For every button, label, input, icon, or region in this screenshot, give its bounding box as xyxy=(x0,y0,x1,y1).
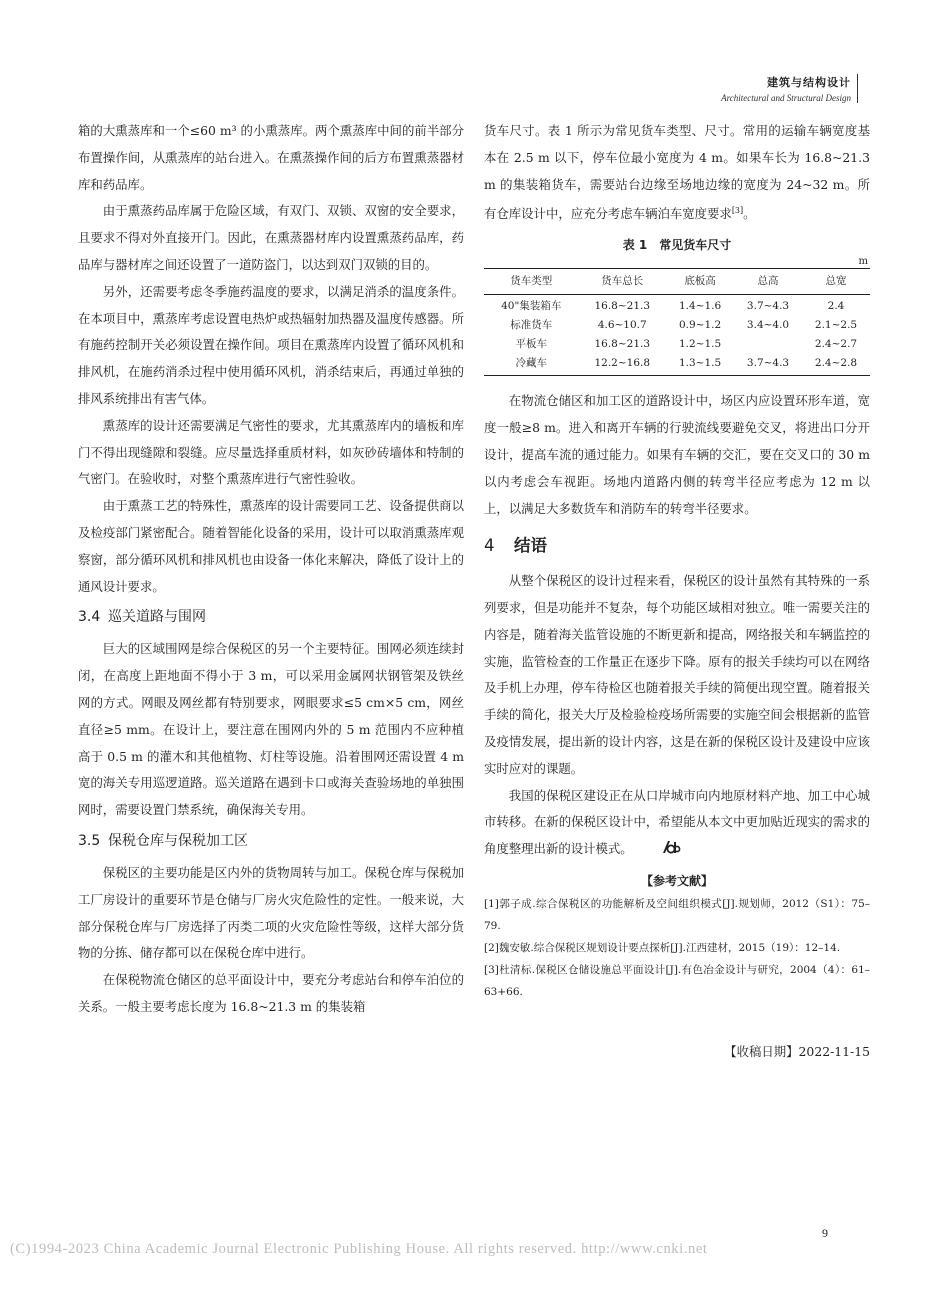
page-number: 9 xyxy=(822,1226,828,1240)
left-column xyxy=(78,118,464,1021)
table-row xyxy=(484,316,870,335)
paragraph-end: 。 xyxy=(743,206,756,222)
journal-title-cn: 建筑与结构设计 xyxy=(767,76,851,89)
received-label: 【收稿日期】 xyxy=(724,1044,799,1060)
table-row xyxy=(484,335,870,354)
section-heading-4 xyxy=(484,532,870,560)
table-header-cell: 底板高 xyxy=(666,269,734,295)
citation: [3] xyxy=(731,206,744,216)
copyright-footer: (C)1994-2023 China Academic Journal Electronic Publishing House. All rights reserved. http://www.cnki.net xyxy=(10,1241,708,1257)
section-heading-3-4 xyxy=(78,604,464,630)
paragraph xyxy=(484,118,870,228)
paragraph: 在物流仓储区和加工区的道路设计中，场区内应设置环形车道，宽度一般≥8 m。进入和离开车辆的行驶流线要避免交叉，将进出口分开设计，提高车流的通过能力。如果有车辆的交汇，要在交叉口的 30 m 以内考虑会车视距。场地内道路内侧的转弯半径应考虑为 12 m 以上，以满足大多数货车和消防车的转弯半径要求。 xyxy=(484,393,870,516)
table-header-row xyxy=(484,269,870,295)
table-title: 表 1 常见货车尺寸 xyxy=(622,238,732,253)
paragraph: 巨大的区域围网是综合保税区的另一个主要特征。围网必须连续封闭，在高度上距地面不得小于 3 m，可以采用金属网状钢管架及铁丝网的方式。网眼及网丝都有特别要求，网眼要求≤5 cm×5 cm，网丝直径≥5 mm。在设计上，要注意在围网内外的 5 m 范围内不应种植高于 0.5 m 的灌木和其他植物、灯柱等设施。沿着围网还需设置 4 m 宽的海关专用巡逻道路。巡关道路在遇到卡口或海关查验场地的单独围网时，需要设置门禁系统，确保海关专用。 xyxy=(78,641,464,818)
table-cell: 1.2~1.5 xyxy=(678,338,722,351)
received-date-line xyxy=(484,1039,870,1066)
section-heading-3-5 xyxy=(78,828,464,854)
section-number: 3.4 xyxy=(78,609,101,626)
right-column xyxy=(484,118,870,1066)
section-number: 3.5 xyxy=(78,832,101,849)
table-cell: 3.4~4.0 xyxy=(746,319,790,332)
table-unit: m xyxy=(858,256,868,268)
table-cell: 40"集装箱车 xyxy=(501,300,562,313)
table-cell xyxy=(734,335,802,354)
paragraph-text: 货车尺寸。表 1 所示为常见货车类型、尺寸。常用的运输车辆宽度基本在 2.5 m 以下，停车位最小宽度为 4 m。如果车长为 16.8~21.3 m 的集装箱货车，需要站台边缘至场地边缘的宽度为 24~32 m。所有仓库设计中，应充分考虑车辆泊车宽度要求 xyxy=(484,123,870,222)
table-cell: 2.4~2.8 xyxy=(814,357,858,370)
table-row xyxy=(484,295,870,317)
references-title: 【参考文献】 xyxy=(640,874,713,889)
paragraph: 熏蒸库的设计还需要满足气密性的要求，尤其熏蒸库内的墙板和库门不得出现缝隙和裂缝。应尽量选择重质材料，如灰砂砖墙体和特制的气密门。在验收时，对整个熏蒸库进行气密性验收。 xyxy=(78,417,464,487)
table-cell: 2.4 xyxy=(827,300,845,313)
table-header-cell: 货车总长 xyxy=(578,269,666,295)
reference-item: [3]杜清标.保税区仓储设施总平面设计[J].有色冶金设计与研究，2004（4）：61–63+66. xyxy=(484,964,870,999)
paragraph xyxy=(484,783,870,865)
journal-title-en: Architectural and Structural Design xyxy=(721,93,851,103)
section-title: 巡关道路与围网 xyxy=(108,609,206,626)
truck-size-table xyxy=(484,268,870,376)
paragraph: 保税区的主要功能是区内外的货物周转与加工。保税仓库与保税加工厂房设计的重要环节是仓储与厂房火灾危险性的定性。一般来说，大部分保税仓库与厂房选择了丙类二项的火灾危险性等级，这样大部分货物的分拣、储存都可以在保税仓库中进行。 xyxy=(78,864,464,961)
table-cell: 标准货车 xyxy=(510,319,553,332)
table-cell: 2.1~2.5 xyxy=(814,319,858,332)
table-cell: 2.4~2.7 xyxy=(814,338,858,351)
paragraph: 箱的大熏蒸库和一个≤60 m³ 的小熏蒸库。两个熏蒸库中间的前半部分布置操作间，从熏蒸库的站台进入。在熏蒸操作间的后方布置熏蒸器材库和药品库。 xyxy=(78,123,464,192)
table-header-cell: 总宽 xyxy=(802,269,870,295)
section-number: 4 xyxy=(484,536,495,556)
paragraph: 由于熏蒸工艺的特殊性，熏蒸库的设计需要同工艺、设备提供商以及检疫部门紧密配合。随着智能化设备的采用，设计可以取消熏蒸库观察窗，部分循环风机和排风机也由设备一体化来解决，降低了设计上的通风设计要求。 xyxy=(78,498,464,594)
table-cell: 16.8~21.3 xyxy=(594,338,651,351)
paragraph: 由于熏蒸药品库属于危险区域，有双门、双锁、双窗的安全要求，且要求不得对外直接开门。因此，在熏蒸器材库内设置熏蒸药品库，药品库与器材库之间还设置了一道防盗门，以达到双门双锁的目的。 xyxy=(78,203,464,272)
journal-header xyxy=(721,74,858,103)
paragraph-text: 我国的保税区建设正在从口岸城市向内地原材料产地、加工中心城市转移。在新的保税区设计中，希望能从本文中更加贴近现实的需求的角度整理出新的设计模式。 xyxy=(484,787,870,857)
paragraph: 从整个保税区的设计过程来看，保税区的设计虽然有其特殊的一系列要求，但是功能并不复杂，每个功能区域相对独立。唯一需要关注的内容是，随着海关监管设施的不断更新和提高，网络报关和车辆监控的实施，监管检查的工作量正在逐步下降。原有的报关手续均可以在网络及手机上办理，停车待检区也随着报关手续的简便出现空置。随着报关手续的简化，报关大厅及检验检疫场所需要的实施空间会根据新的监管及疫情发展，提出新的设计内容，这是在新的保税区设计及建设中应该实时应对的课题。 xyxy=(484,573,870,776)
table-cell: 1.4~1.6 xyxy=(678,300,722,313)
table-cell: 4.6~10.7 xyxy=(597,319,647,332)
section-title: 结语 xyxy=(514,536,547,556)
table-cell: 冷藏车 xyxy=(515,357,547,370)
table-header-cell: 总高 xyxy=(734,269,802,295)
reference-item: [1]郭子成.综合保税区的功能解析及空间组织模式[J].规划师，2012（S1）：75–79. xyxy=(484,898,870,933)
reference-item: [2]魏安敏.综合保税区规划设计要点探析[J].江西建材，2015（19）：12–14. xyxy=(484,942,841,955)
received-date: 2022-11-15 xyxy=(798,1044,870,1060)
table-cell: 1.3~1.5 xyxy=(678,357,722,370)
table-cell: 12.2~16.8 xyxy=(594,357,651,370)
table-cell: 0.9~1.2 xyxy=(678,319,722,332)
section-title: 保税仓库与保税加工区 xyxy=(108,832,248,849)
table-header-cell: 货车类型 xyxy=(484,269,578,295)
paragraph: 另外，还需要考虑冬季施药温度的要求，以满足消杀的温度条件。在本项目中，熏蒸库考虑设置电热炉或热辐射加热器及温度传感器。所有施药控制开关必须设置在操作间。项目在熏蒸库内设置了循环风机和排风机，在施药消杀过程中使用循环风机，消杀结束后，再通过单独的排风系统排出有害气体。 xyxy=(78,283,464,406)
paragraph: 在保税物流仓储区的总平面设计中，要充分考虑站台和停车泊位的关系。一般主要考虑长度为 16.8~21.3 m 的集装箱 xyxy=(78,972,464,1014)
table-row xyxy=(484,354,870,376)
table-cell: 16.8~21.3 xyxy=(594,300,651,313)
journal-logo-icon xyxy=(637,838,682,865)
table-cell: 平板车 xyxy=(515,338,547,351)
table-cell: 3.7~4.3 xyxy=(746,357,790,370)
table-cell: 3.7~4.3 xyxy=(746,300,790,313)
